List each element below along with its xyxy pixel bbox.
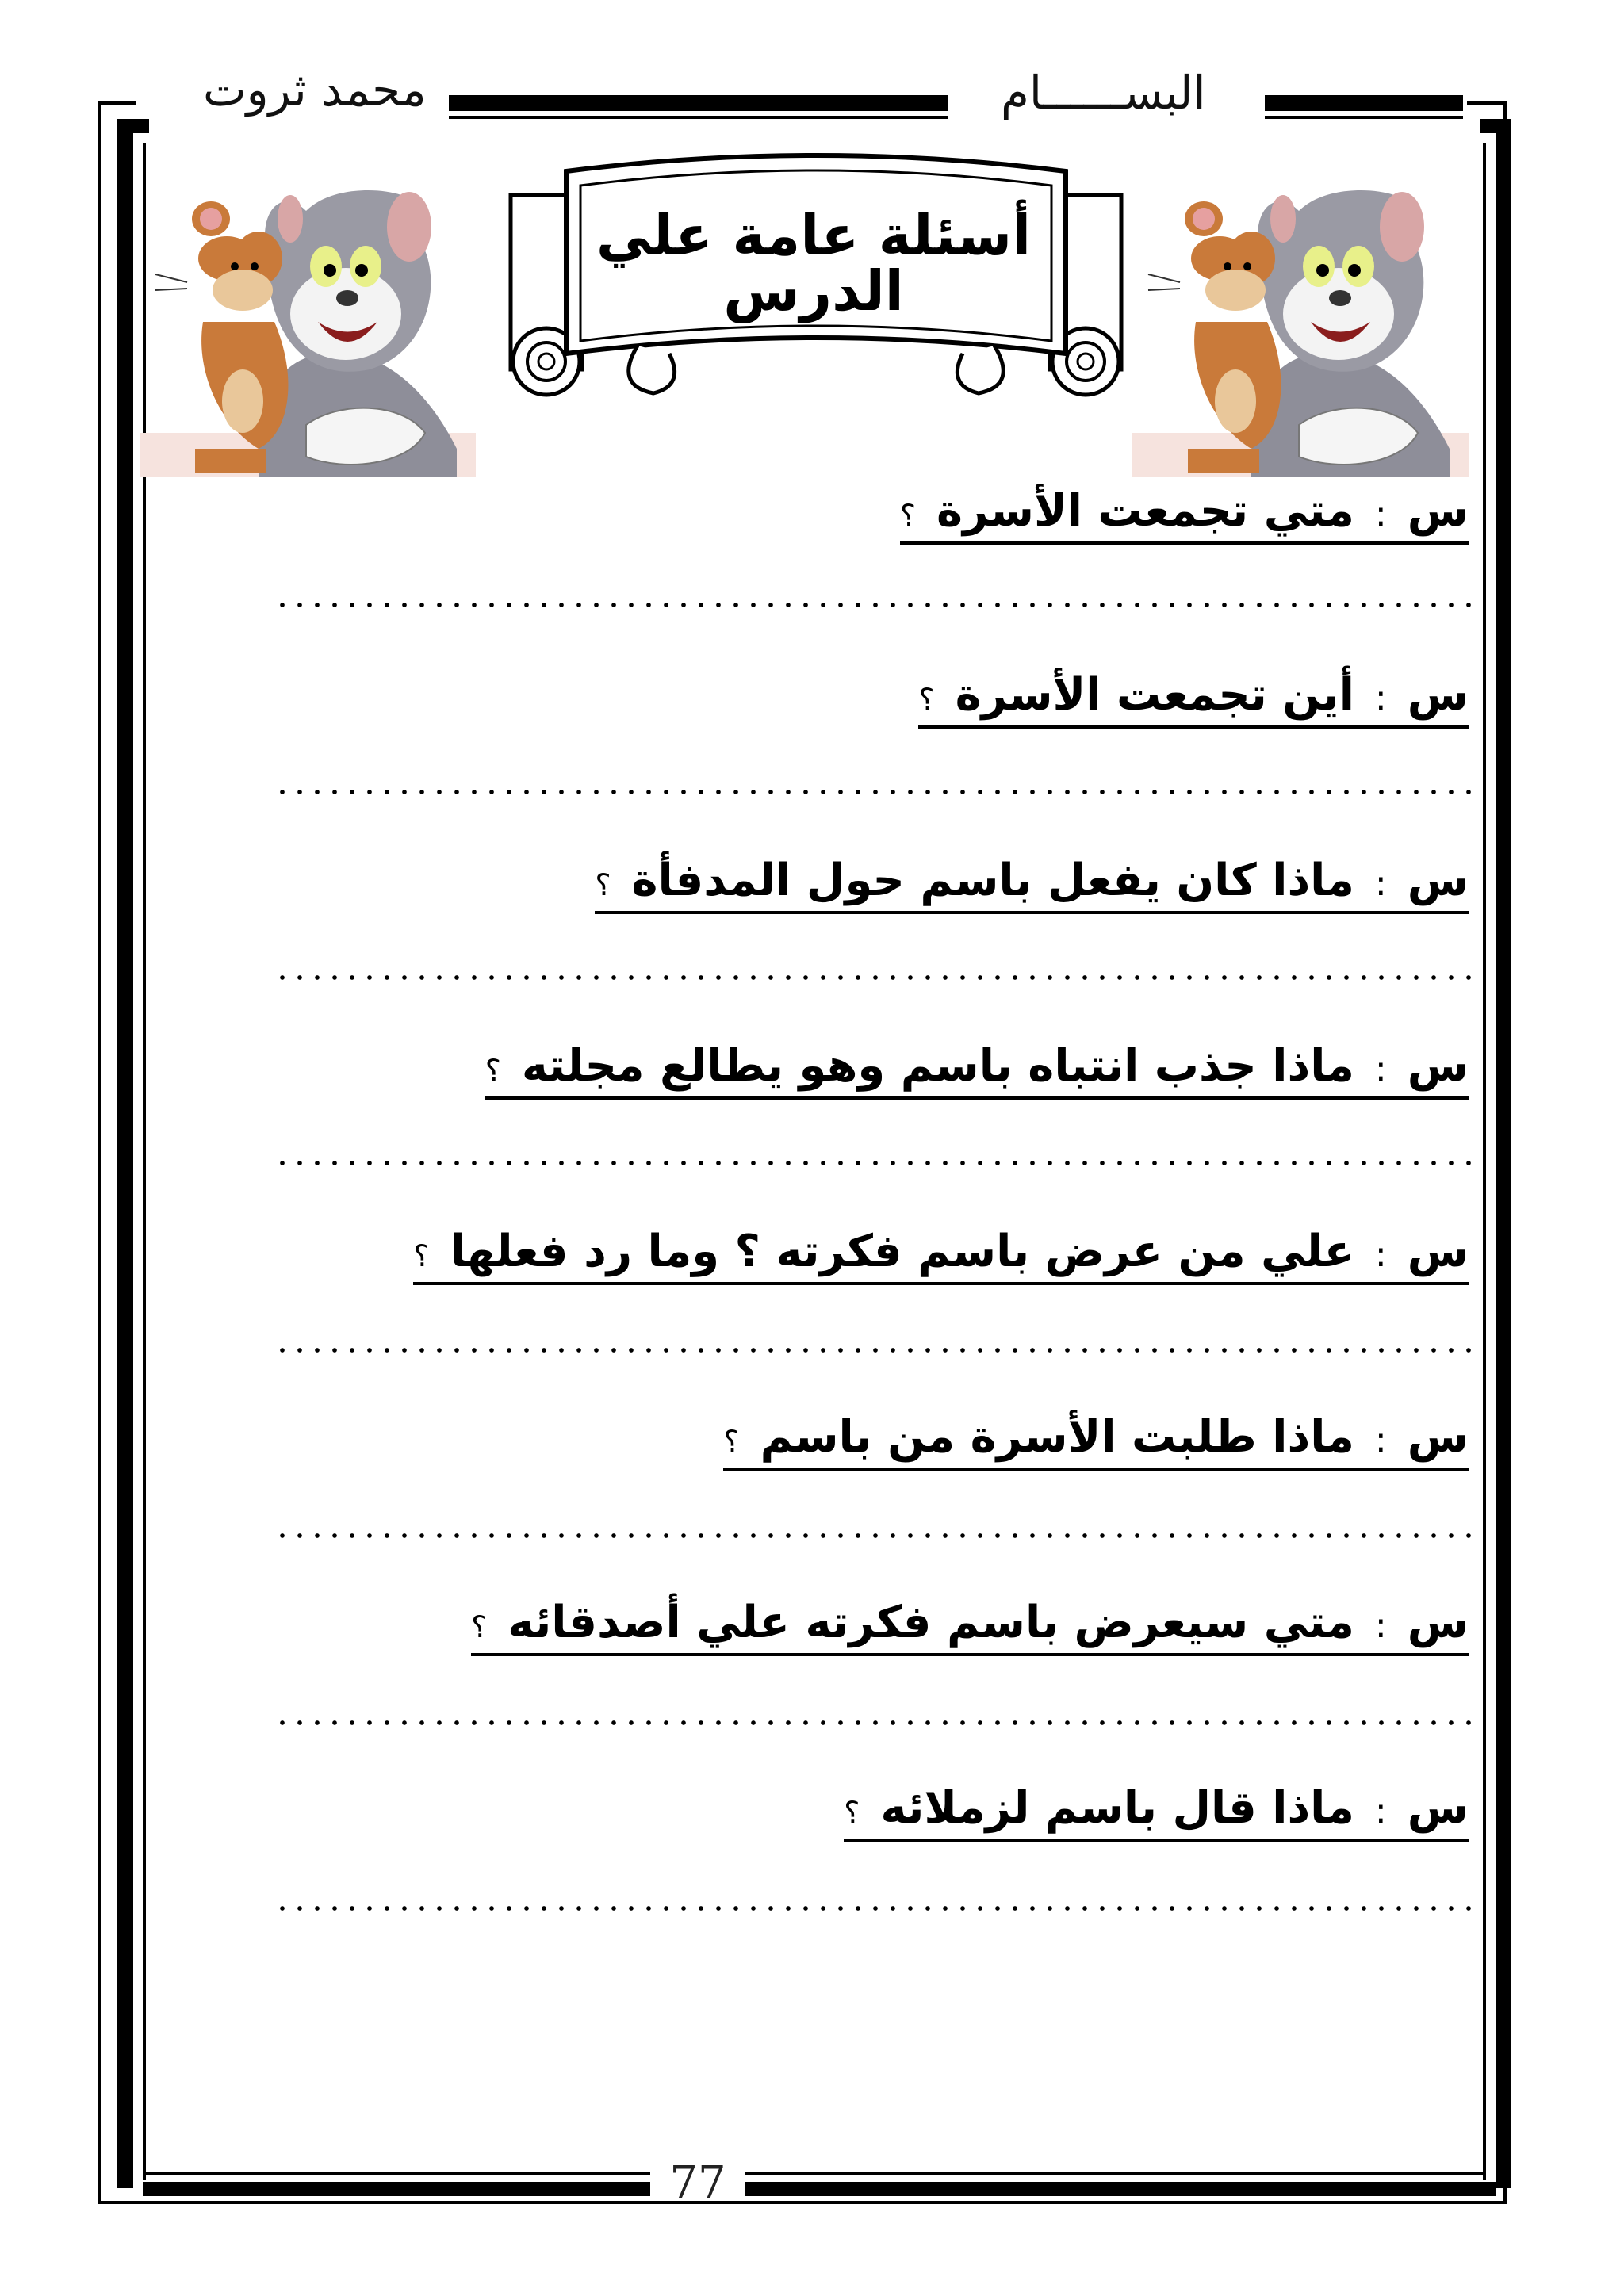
question-text: ماذا قال باسم لزملائه — [880, 1782, 1354, 1834]
question-text: متي سيعرض باسم فكرته علي أصدقائه — [508, 1597, 1354, 1648]
question-colon: : — [1374, 494, 1387, 534]
question-text: ماذا كان يفعل باسم حول المدفأة — [631, 855, 1354, 906]
question-colon: : — [1374, 1791, 1387, 1831]
frame-left-thick — [117, 119, 133, 2188]
frame-bottom-thin — [98, 2201, 1507, 2204]
header-line-left — [449, 116, 948, 119]
question-3 — [595, 855, 1469, 914]
footer-line-left — [143, 2172, 650, 2175]
question-text: متي تجمعت الأسرة — [936, 485, 1354, 537]
question-colon: : — [1374, 1049, 1387, 1089]
author-name: محمد ثروت — [203, 63, 427, 117]
answer-line-2[interactable] — [274, 790, 1479, 794]
question-mark: ؟ — [723, 1424, 740, 1459]
frame-top-left-tick — [98, 101, 136, 105]
answer-line-6[interactable] — [274, 1533, 1479, 1538]
answer-line-1[interactable] — [274, 603, 1479, 607]
frame-right-inner-thin — [1483, 143, 1486, 2180]
question-8 — [844, 1782, 1469, 1842]
question-mark: ؟ — [918, 682, 935, 717]
question-mark: ؟ — [844, 1795, 860, 1830]
answer-line-5[interactable] — [274, 1348, 1479, 1353]
question-colon: : — [1374, 1420, 1387, 1460]
question-4 — [485, 1040, 1469, 1100]
frame-left-thin — [98, 101, 102, 2202]
frame-top-left-corner — [117, 119, 149, 133]
question-prefix: س — [1407, 669, 1469, 721]
question-mark: ؟ — [471, 1609, 488, 1644]
banner-title: أسئلة عامة علي الدرس — [596, 203, 1032, 323]
answer-line-4[interactable] — [274, 1161, 1479, 1165]
question-prefix: س — [1407, 485, 1469, 537]
question-prefix: س — [1407, 1782, 1469, 1834]
answer-line-7[interactable] — [274, 1720, 1479, 1725]
question-prefix: س — [1407, 1040, 1469, 1092]
header-line-right — [1265, 116, 1463, 119]
question-colon: : — [1374, 678, 1387, 718]
header-bar-right — [1265, 95, 1463, 111]
frame-top-right-corner — [1480, 119, 1511, 133]
question-1 — [899, 485, 1469, 545]
question-mark: ؟ — [595, 867, 611, 902]
question-prefix: س — [1407, 1411, 1469, 1463]
question-6 — [723, 1411, 1469, 1471]
header-bar-left — [449, 95, 948, 111]
question-colon: : — [1374, 1605, 1387, 1646]
question-colon: : — [1374, 1234, 1387, 1275]
footer-bar-right — [745, 2182, 1496, 2196]
question-colon: : — [1374, 863, 1387, 904]
question-mark: ؟ — [899, 498, 917, 533]
question-text: ماذا جذب انتباه باسم وهو يطالع مجلته — [521, 1040, 1354, 1092]
question-5 — [413, 1226, 1469, 1285]
question-prefix: س — [1407, 1597, 1469, 1648]
page-number: 77 — [669, 2157, 726, 2209]
question-text: أين تجمعت الأسرة — [955, 669, 1354, 721]
book-title: البســــــام — [1001, 66, 1206, 120]
question-text: علي من عرض باسم فكرته ؟ وما رد فعلها — [450, 1226, 1354, 1277]
question-prefix: س — [1407, 855, 1469, 906]
tom-and-jerry-illustration-left — [140, 163, 476, 477]
footer-bar-left — [143, 2182, 650, 2196]
question-mark: ؟ — [413, 1238, 430, 1273]
tom-and-jerry-illustration-right — [1132, 163, 1469, 477]
frame-top-right-tick — [1467, 101, 1505, 105]
question-7 — [471, 1597, 1469, 1656]
frame-right-thick — [1496, 119, 1511, 2188]
footer-line-right — [745, 2172, 1483, 2175]
question-prefix: س — [1407, 1226, 1469, 1277]
question-2 — [918, 669, 1469, 729]
question-text: ماذا طلبت الأسرة من باسم — [760, 1411, 1354, 1463]
question-mark: ؟ — [485, 1053, 501, 1088]
answer-line-8[interactable] — [274, 1906, 1479, 1911]
answer-line-3[interactable] — [274, 975, 1479, 980]
